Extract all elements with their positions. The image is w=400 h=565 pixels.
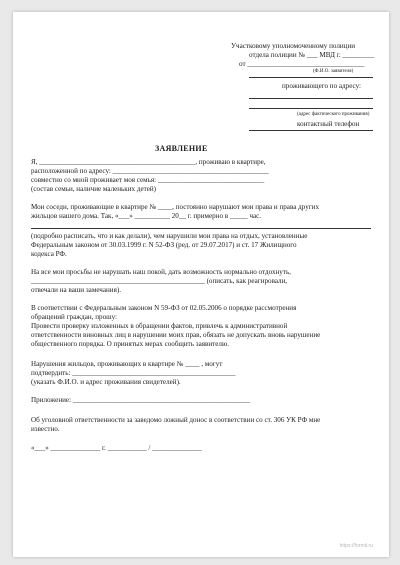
body-line: Нарушения жильцов, проживающих в квартире № ____ , могут bbox=[31, 360, 223, 368]
body-line: кодекса РФ. bbox=[31, 250, 67, 258]
body-line: Об уголовной ответственности за заведомо ложный донос в соответствии со ст. 306 УК РФ мне bbox=[31, 416, 321, 424]
header-address-line-2 bbox=[249, 108, 373, 109]
body-line: Мои соседи, проживающие в квартире № ____, постоянно нарушают мои права и права других bbox=[31, 203, 319, 211]
header-address-line-1 bbox=[249, 98, 373, 99]
body-line: совместно со мной проживает моя семья: ______________________________ bbox=[31, 176, 265, 184]
body-line: На все мои просьбы не нарушать наш покой, дать возможность нормально отдохнуть, bbox=[31, 268, 291, 276]
header-from-caption: (Ф.И.О. заявителя) bbox=[313, 69, 354, 74]
body-line: ответственности виновных лиц в нарушении моих прав, обязать не допускать вновь нарушение bbox=[31, 331, 321, 339]
document-page bbox=[13, 12, 389, 557]
header-phone-line bbox=[249, 130, 373, 131]
header-addressee: Участковому уполномоченному полиции bbox=[231, 42, 356, 50]
header-blank-line bbox=[249, 77, 373, 78]
watermark: https://formit.ru bbox=[339, 543, 373, 549]
body-line: отвечали на ваши замечания). bbox=[31, 286, 121, 294]
document-title: ЗАЯВЛЕНИЕ bbox=[155, 144, 208, 153]
body-line: _________________________________________________ (описать, как реагировали, bbox=[31, 277, 288, 285]
body-line: обращений граждан, прошу: bbox=[31, 313, 118, 321]
header-department: отдела полиции № ___ МВД г. _________ bbox=[249, 51, 375, 59]
body-line: (подробно расписать, что и как делали), чем нарушили мои права на отдых, установленные bbox=[31, 232, 308, 240]
body-line: В соответствии с Федеральным законом N 59-ФЗ от 02.05.2006 о порядке рассмотрения bbox=[31, 304, 297, 312]
header-residing: проживающего по адресу: bbox=[282, 82, 362, 90]
body-line: подтвердить: ______________________________________________ bbox=[31, 369, 236, 377]
body-line: Федеральным законом от 30.03.1999 г. N 52-ФЗ (ред. от 29.07.2017) и ст. 17 Жилищного bbox=[31, 241, 297, 249]
body-line: расположенной по адресу: ____________________________________________ bbox=[31, 167, 269, 175]
header-address-caption: (адрес фактического проживания) bbox=[297, 112, 370, 117]
body-line: (состав семьи, наличие маленьких детей) bbox=[31, 185, 157, 193]
body-line: Приложение: __________________________________________________ bbox=[31, 396, 251, 404]
body-line: известно. bbox=[31, 425, 60, 433]
body-line: (указать Ф.И.О. и адрес проживания свидетелей). bbox=[31, 378, 181, 386]
body-line: Я, ____________________________________________, проживаю в квартире, bbox=[31, 158, 266, 166]
body-line: Провести проверку изложенных в обращении фактов, привлечь к административной bbox=[31, 322, 288, 330]
header-from: от _________________________________ bbox=[239, 60, 365, 68]
signature-line: «___» ______________ г. ___________ / ______________ bbox=[31, 444, 202, 452]
header-phone: контактный телефон bbox=[297, 120, 360, 128]
body-line: общественного порядка. О принятых мерах сообщить заявителю. bbox=[31, 340, 230, 348]
body-line: жильцов нашего дома. Так, «___» __________ 20__ г. примерно в _____ час. bbox=[31, 212, 262, 220]
body-blank-line bbox=[31, 228, 371, 229]
